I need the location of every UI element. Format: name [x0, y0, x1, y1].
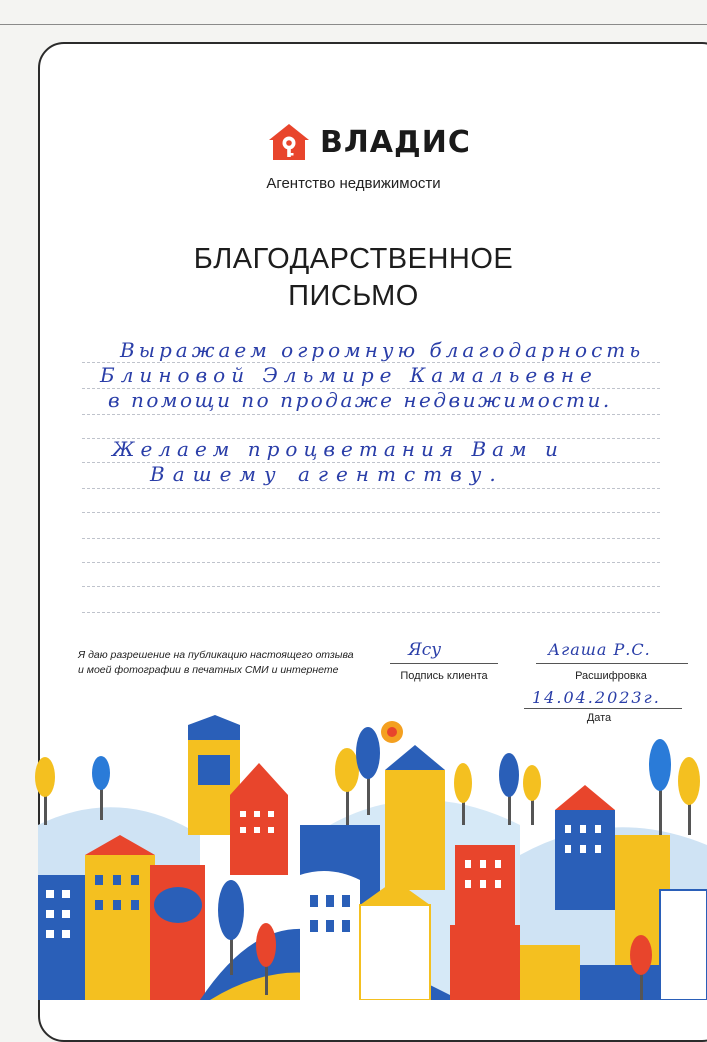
letter-title: [0, 241, 707, 315]
scan-edge-line: [0, 24, 707, 25]
date-line: [524, 708, 682, 709]
date-label: Дата: [586, 712, 612, 724]
handwritten-line-3: в помощи по продаже недвижимости.: [108, 388, 612, 412]
brand-tagline: Агентство недвижимости: [266, 175, 441, 192]
brand-logo: [268, 122, 471, 162]
brand-name: ВЛАДИС: [320, 124, 471, 160]
signature-line: [390, 663, 498, 664]
handwritten-line-1: Выражаем огромную благодарность: [120, 338, 645, 362]
signature-label: Подпись клиента: [400, 670, 488, 682]
ruled-line: [82, 414, 660, 415]
ruled-line: [82, 612, 660, 613]
date-value: 14.04.2023г.: [532, 688, 661, 707]
publication-consent: [78, 648, 354, 678]
decoding-line: [536, 663, 688, 664]
consent-line-1: Я даю разрешение на публикацию настоящего отзыва: [78, 649, 354, 661]
house-key-icon: [268, 122, 310, 162]
title-line-1: БЛАГОДАРСТВЕННОЕ: [193, 243, 514, 275]
ruled-line: [82, 586, 660, 587]
handwritten-line-4: Желаем процветания Вам и: [112, 437, 564, 461]
handwritten-line-2: Блиновой Эльмире Камальевне: [100, 363, 598, 387]
title-line-2: ПИСЬМО: [288, 280, 419, 312]
ruled-line: [82, 512, 660, 513]
ruled-line: [82, 488, 660, 489]
signature-decoding: Агаша Р.С.: [548, 640, 651, 659]
ruled-line: [82, 538, 660, 539]
decoding-label: Расшифровка: [575, 670, 647, 682]
handwritten-line-5: Вашему агентству.: [150, 462, 504, 486]
ruled-line: [82, 562, 660, 563]
client-signature: Ясу: [408, 640, 442, 660]
consent-line-2: и моей фотографии в печатных СМИ и интернете: [78, 664, 339, 676]
town-illustration: [0, 715, 707, 1000]
